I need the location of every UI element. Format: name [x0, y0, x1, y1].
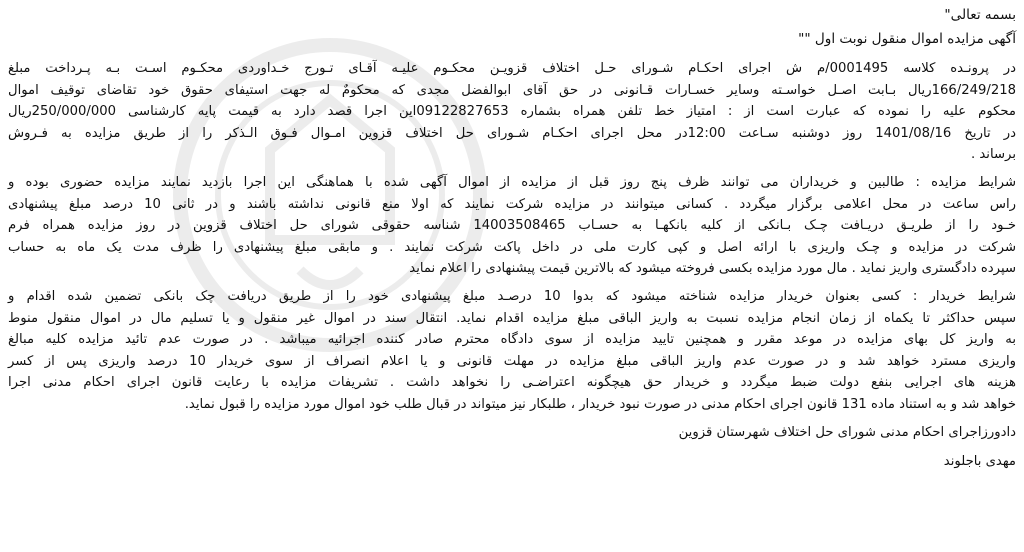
paragraph-line: شرایط مزایده : طالبین و خریداران می توانند ظرف پنج روز قبل از مزایده از اموال آگهی شده با هماهنگی این اجرا بازدید نمایند مزایده حضوری بوده و: [8, 174, 1016, 190]
buyer-conditions-paragraph: [8, 286, 1016, 416]
auction-conditions-paragraph: [8, 172, 1016, 280]
case-paragraph: [8, 58, 1016, 166]
basmala-heading: بسمه تعالی": [944, 7, 1016, 23]
paragraph-line: به واریز کل بهای مزایده در موعد مقرر و همچنین تایید مزایده از سوی دادگاه محترم صادر کننده اجرائیه میباشد . در صورت عدم تائید مزایده کلیه مبالغ: [8, 332, 1016, 348]
signatory-office: دادورزاجرای احکام مدنی شورای حل اختلاف شهرستان قزوین: [678, 424, 1016, 440]
paragraph-line: راس ساعت در محل اعلامی برگزار میگردد . کسانی میتوانند در مزایده شرکت نمایند که اولا منع قانونی نداشته باشند و در ثانی 10 درصد مبلغ پیشنهادی: [8, 196, 1016, 212]
paragraph-line: سپرده دادگستری واریز نماید . مال مورد مزایده بکسی فروخته میشود که بالاترین قیمت پیشنهادی را اعلام نماید: [409, 261, 1016, 277]
paragraph-line: شرایط خریدار : کسی بعنوان خریدار مزایده شناخته میشود که بدوا 10 درصـد مبلغ پیشنهادی خود را از طریق دریافت چک بانکی تضمین شده اقدام و: [8, 288, 1016, 304]
paragraph-line: واریزی مسترد خواهد شد و در صورت عدم واریز الباقی مبلغ مزایده در مهلت قانونی و یا اعلام انصراف از سوی خریدار 10 درصد واریزی پس از کسر: [8, 353, 1016, 369]
paragraph-line: خـود را از طریـق دریـافت چـک بـانکی از کلیه بانکهـا به حسـاب 14003508465 شناسه حقوقی شورای حل اختلاف قزوین در روز مزایده همراه فرم: [8, 218, 1016, 234]
paragraph-line: در پرونـده کلاسه 0001495/م ش اجرای احکـام شـورای حـل اختلاف قزویـن محکـوم علیـه آقـای تـورج خـداوردی محکـوم اسـت بـه پـرداخت مبلغ: [8, 61, 1016, 76]
notice-title: آگهی مزایده اموال منقول نوبت اول "": [798, 31, 1016, 47]
paragraph-line: محکوم علیه را نموده که عبارت است از : امتیاز خط تلفن همراه بشماره 09122827653این اجرا قصد دارد به قیمت پایه کارشناسی 250/000/000ریال: [8, 104, 1016, 120]
paragraph-line: سپس حداکثر تا یکماه از زمان انجام مزایده نسبت به واریز الباقی مبلغ مزایده اقدام نماید. انتقال سند در اموال غیر منقول و یا تسلیم مال در اموال منقول منوط: [8, 310, 1016, 326]
paragraph-line: برساند .: [971, 147, 1016, 163]
paragraph-line: خواهد شد و به استناد ماده 131 قانون اجرای احکام مدنی در صورت نبود خریدار ، طلبکار نیز میتواند در قبال طلب خود اموال مورد مزایده را قبول نماید.: [184, 396, 1016, 412]
paragraph-line: هزینه های اجرایی بنفع دولت ضبط میگردد و خریدار حق هیچگونه اعتراضـی را نخواهد داشت . تشریفات مزایده با رعایت قانون اجرای احکام مدنی اجرا: [8, 375, 1016, 391]
paragraph-line: شرکت در مزایده و چـک واریزی با ارائه اصل و کپی کارت ملی در داخل پاکت شرکت نمایند . و مابقی مبلغ پیشنهادی را ظرف مدت یک ماه به حساب: [8, 239, 1016, 255]
signatory-name: مهدی باجلوند: [943, 453, 1016, 469]
paragraph-line: در تاریخ 1401/08/16 روز دوشنبه سـاعت 12:00در محل اجرای احکـام شـورای حل اختلاف قزوین امـوال فـوق الـذکر را از طریق مزایده به فـروش: [8, 125, 1016, 141]
paragraph-line: 166/249/218ریال بـابت اصـل خواسـته وسایر خسـارات قـانونی در حق آقای ابوالفضل مجدی که محکومٌ له جهت استیفای حقوق خود تقاضای توقیف اموال: [8, 82, 1016, 98]
